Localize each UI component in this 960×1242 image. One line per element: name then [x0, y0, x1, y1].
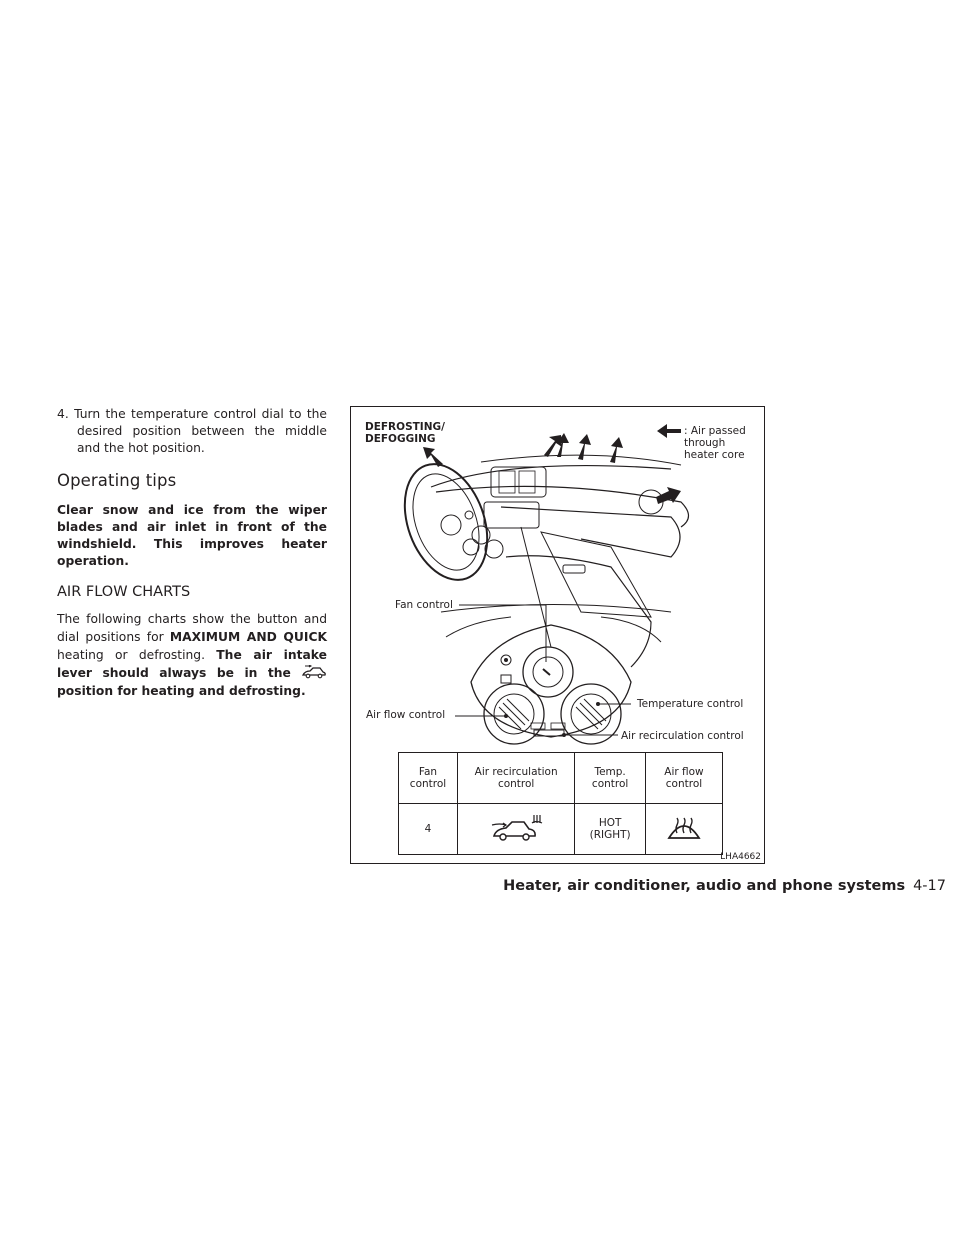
table-header-cell: Temp. control: [575, 753, 646, 804]
air-flow-charts-text: [57, 610, 327, 700]
defrost-icon: [664, 811, 704, 845]
section-title: Heater, air conditioner, audio and phone systems: [503, 878, 906, 894]
air-flow-setting-cell: [645, 804, 722, 855]
air-flow-control-callout: Air flow control: [366, 709, 446, 721]
bold-segment: The air intake lever should always be in the: [57, 648, 327, 680]
table-header-row: [399, 753, 723, 804]
fan-setting-cell: 4: [399, 804, 458, 855]
step-4: 4. Turn the temperature control dial to the desired position between the middle and the hot position.: [57, 407, 327, 455]
heater-core-legend: : Air passed through heater core: [684, 425, 746, 461]
page-number: 4-17: [913, 878, 946, 894]
table-header-cell: Air flow control: [645, 753, 722, 804]
air-flow-charts-heading: AIR FLOW CHARTS: [57, 584, 191, 600]
table-header-cell: Fan control: [399, 753, 458, 804]
temperature-control-callout: Temperature control: [637, 698, 744, 710]
fan-control-callout: Fan control: [395, 599, 453, 611]
text-segment: The following charts show the button and dial positions for: [57, 612, 327, 644]
figure-id: LHA4662: [720, 852, 761, 862]
operating-tips-text: Clear snow and ice from the wiper blades and air inlet in front of the windshield. This improves heater operation.: [57, 503, 327, 568]
air-recirculation-control-callout: Air recirculation control: [621, 730, 744, 742]
mode-label: DEFROSTING/ DEFOGGING: [365, 421, 445, 445]
table-row: [399, 804, 723, 855]
outside-air-icon: [301, 665, 327, 679]
outside-air-icon: [486, 811, 546, 845]
table-header-cell: Air recirculation control: [458, 753, 575, 804]
bold-segment: MAXIMUM AND QUICK: [169, 630, 327, 644]
text-segment: heating or defrosting.: [57, 648, 206, 662]
recirculation-setting-cell: [458, 804, 575, 855]
page-footer: [503, 878, 946, 894]
temperature-setting-cell: HOT (RIGHT): [575, 804, 646, 855]
air-flow-table: [398, 752, 723, 855]
operating-tips-heading: Operating tips: [57, 471, 177, 490]
left-column: [57, 406, 327, 700]
air-flow-figure: [350, 406, 765, 864]
bold-segment: position for heating and defrosting.: [57, 684, 306, 698]
